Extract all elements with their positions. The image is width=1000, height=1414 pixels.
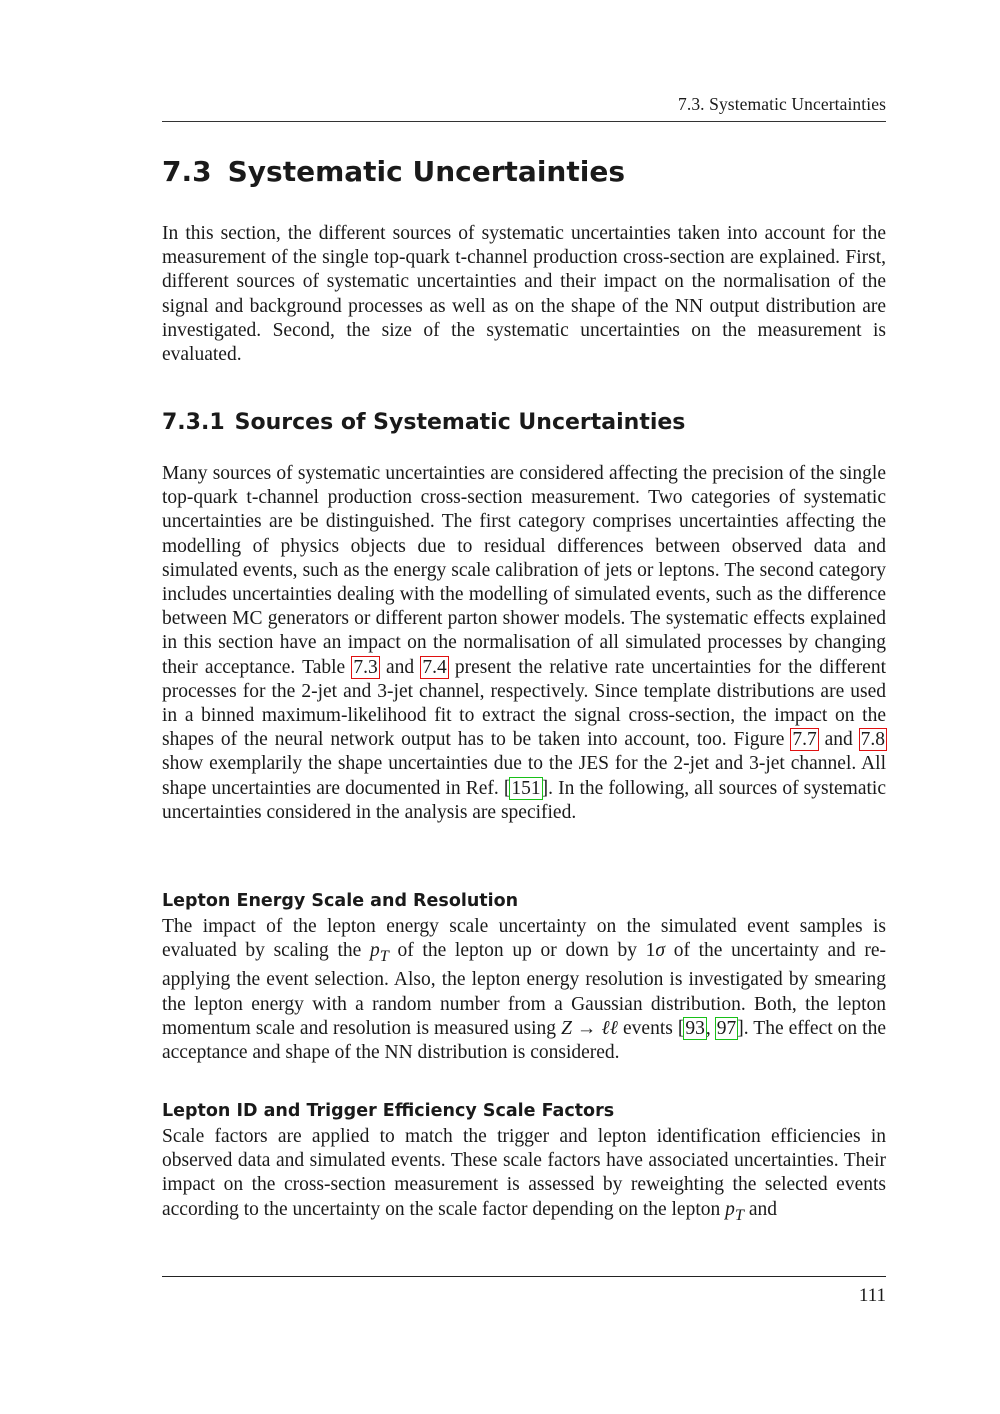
lepton-energy-text-d: events [ (617, 1017, 685, 1039)
citation-97[interactable]: 97 (716, 1017, 737, 1039)
section-title-text: Systematic Uncertainties (227, 155, 625, 188)
lepton-id-text-a: Scale factors are applied to match the trigger and lepton identification efficiencies in observed data and simulated events. These scale factors have associated uncertainties. Their impact on the cross-section measurement is assessed by reweighting the selected events according to the uncertainty on the scale factor depending on the lepton (162, 1126, 886, 1220)
table-ref-7-4[interactable]: 7.4 (422, 656, 447, 678)
lepton-energy-title: Lepton Energy Scale and Resolution (162, 891, 519, 911)
subsection-title-text: Sources of Systematic Uncertainties (234, 410, 686, 435)
lepton-id-title: Lepton ID and Trigger Efficiency Scale Factors (162, 1101, 615, 1121)
intro-paragraph: In this section, the different sources of systematic uncertainties taken into account for the measurement of the single top-quark t-channel production cross-section are explained. First, different sources of systematic uncertainties and their impact on the normalisation of the signal and background processes as well as on the shape of the NN output distribution are investigated. Second, the size of the systematic uncertainties on the measurement is evaluated. (162, 223, 886, 366)
subsection-number: 7.3.1 (162, 410, 225, 435)
citation-separator: , (705, 1017, 716, 1039)
pt-symbol (370, 940, 389, 966)
lepton-energy-text-c: of the uncertainty and re-applying the event selection. Also, the lepton energy resolution is investigated by smearing the lepton energy with a random number from a Gaussian distribution. Both, the lepton momentum scale and resolution is measured using (162, 940, 887, 1039)
lepton-energy-paragraph (162, 915, 886, 1065)
sigma-symbol: σ (655, 940, 666, 962)
sources-text-1: Many sources of systematic uncertainties are considered affecting the precision of the single top-quark t-channel production cross-section measurement. Two categories of systematic uncertainties are be distinguished. The first category comprises uncertainties affecting the modelling of physics objects due to residual differences between observed data and simulated events, such as the energy scale calibration of jets or leptons. The second category includes uncertainties dealing with the modelling of simulated events, such as the difference between MC generators or different parton shower models. The systematic effects explained in this section have an impact on the normalisation of all simulated processes by changing their acceptance. Table (162, 463, 886, 678)
lepton-energy-text-b: of the lepton up or down by 1 (388, 940, 656, 962)
header-rule (162, 121, 886, 122)
footer-rule (162, 1276, 886, 1277)
lepton-id-text-b: and (743, 1198, 777, 1220)
sources-text-2: present the relative rate uncertainties for the different processes for the 2-jet and 3-jet channel, respectively. Since template distributions are used in a binned maximum-likelihood fit to extract the signal cross-section, the impact on the shapes of the neural network output has to be taken into account, too. Figure (162, 656, 887, 751)
lepton-energy-text-a: The impact of the lepton energy scale uncertainty on the simulated event samples is evaluated by scaling the (162, 916, 886, 962)
pt-sub-2: T (734, 1205, 744, 1224)
sources-text-3: show exemplarily the shape uncertainties due to the JES for the 2-jet and 3-jet channel. All shape uncertainties are documented in Ref. [ (162, 753, 886, 799)
pt-sub: T (379, 947, 389, 966)
citation-151[interactable]: 151 (511, 777, 541, 799)
pt-p-2: p (725, 1198, 735, 1220)
sources-and-1: and (378, 656, 422, 678)
sources-text-4: ]. In the following, all sources of systematic uncertainties considered in the analysis are specified. (162, 777, 886, 823)
page-number: 111 (858, 1285, 886, 1306)
table-ref-7-3[interactable]: 7.3 (353, 656, 378, 678)
pt-symbol-2 (725, 1198, 744, 1224)
subsection-title (162, 410, 685, 435)
citation-93[interactable]: 93 (685, 1017, 705, 1039)
running-header: 7.3. Systematic Uncertainties (678, 94, 886, 114)
lepton-id-paragraph (162, 1125, 886, 1227)
lepton-energy-text-e: ]. The effect on the acceptance and shape of the NN distribution is considered. (162, 1017, 887, 1063)
figure-ref-7-8[interactable]: 7.8 (860, 729, 885, 751)
section-number: 7.3 (162, 155, 212, 188)
section-title (162, 155, 625, 188)
sources-paragraph (162, 462, 886, 825)
figure-ref-7-7[interactable]: 7.7 (792, 729, 817, 751)
pt-p: p (370, 940, 380, 962)
sources-and-2: and (817, 729, 860, 751)
z-decay-formula: Z → ℓℓ (561, 1017, 618, 1039)
